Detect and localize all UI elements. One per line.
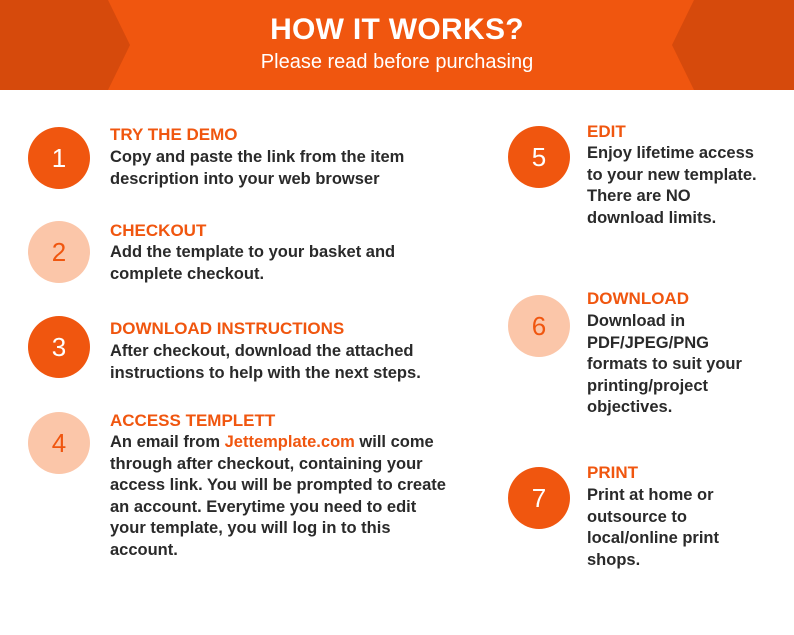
header-banner xyxy=(0,0,794,90)
step-number-badge: 7 xyxy=(508,467,570,529)
step-description xyxy=(110,432,455,561)
step-description: Download in PDF/JPEG/PNG formats to suit your printing/project objectives. xyxy=(587,312,742,416)
step-description: Print at home or outsource to local/online print shops. xyxy=(587,486,720,569)
step-title: TRY THE DEMO xyxy=(110,125,238,144)
step-description: Add the template to your basket and complete checkout. xyxy=(110,243,396,283)
step-title: DOWNLOAD INSTRUCTIONS xyxy=(110,319,345,338)
step-number-badge: 4 xyxy=(28,412,90,474)
step-number-badge: 3 xyxy=(28,316,90,378)
page-title: HOW IT WORKS? xyxy=(270,13,524,46)
step-number-badge: 1 xyxy=(28,127,90,189)
page-subtitle: Please read before purchasing xyxy=(260,51,534,73)
step-description: After checkout, download the attached instructions to help with the next steps. xyxy=(110,342,421,382)
step-title: EDIT xyxy=(587,122,626,141)
step-text-after: will come through after checkout, containing your access link. You will be prompted to create an account. Everytime you need to edit your template, you will log in to this account. xyxy=(110,433,446,559)
step-title: ACCESS TEMPLETT xyxy=(110,411,276,430)
website-link[interactable]: Jettemplate.com xyxy=(224,433,355,451)
step-title: PRINT xyxy=(587,463,638,482)
step-number-badge: 5 xyxy=(508,126,570,188)
step-title: DOWNLOAD xyxy=(587,289,689,308)
step-number-badge: 2 xyxy=(28,221,90,283)
step-title: CHECKOUT xyxy=(110,221,207,240)
step-text-before: An email from xyxy=(110,433,225,451)
step-description: Enjoy lifetime access to your new template. There are NO download limits. xyxy=(587,144,757,227)
step-description: Copy and paste the link from the item description into your web browser xyxy=(110,148,405,188)
step-number-badge: 6 xyxy=(508,295,570,357)
